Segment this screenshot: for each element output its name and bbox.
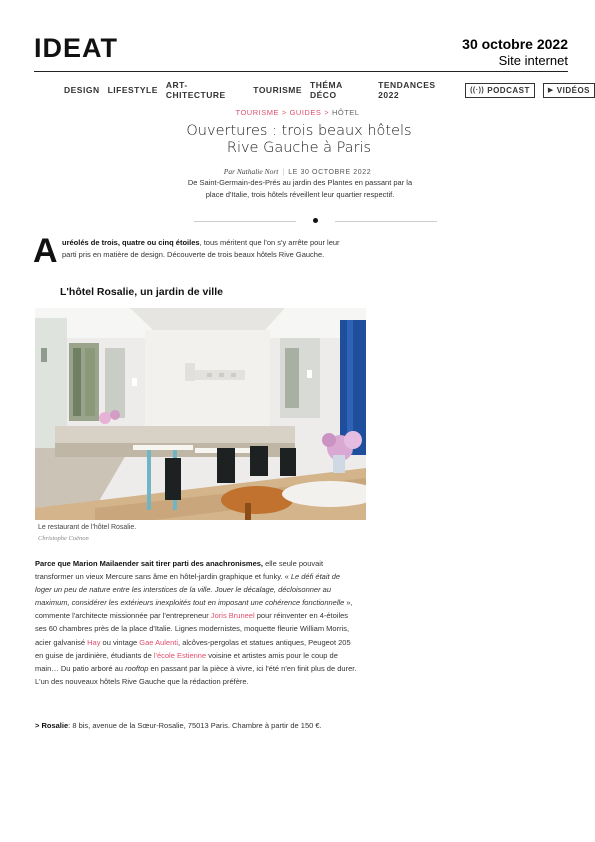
- hotel-name: > Rosalie: [35, 721, 69, 730]
- article-author[interactable]: Par Nathalie Nort: [223, 167, 279, 176]
- header-rule: [34, 71, 568, 72]
- nav-item-tendances[interactable]: TENDANCES 2022: [378, 80, 436, 100]
- body-text: elle seule pouvait transformer un vieux Mercure sans âme en hôtel-jardin graphique et funky. «: [35, 559, 324, 582]
- article-lead: De Saint-Germain-des-Prés au jardin des Plantes en passant par la place d'Italie, trois hôtels réveillent leur quartier respectif.: [187, 178, 413, 199]
- nav-item-design[interactable]: DESIGN: [64, 85, 100, 95]
- nav-item-lifestyle[interactable]: LIFESTYLE: [107, 85, 158, 95]
- body-text: pour réinventer en 4-étoiles ses 60 chambres près de la place d'Italie. Lignes modernistes, moquette fleurie William Morris, acier galvanisé: [35, 611, 350, 647]
- section-title: L'hôtel Rosalie, un jardin de ville: [60, 286, 223, 298]
- divider-line: [194, 221, 296, 222]
- nav-item-thema-deco[interactable]: THÉMA DÉCO: [310, 80, 343, 100]
- article-date: LE 30 OCTOBRE 2022: [288, 169, 372, 176]
- link-hay[interactable]: Hay: [87, 637, 101, 647]
- breadcrumb-tourisme[interactable]: TOURISME: [235, 108, 279, 117]
- drop-cap: A: [33, 232, 58, 270]
- videos-label: VIDÉOS: [556, 85, 590, 95]
- breadcrumb-separator: >: [324, 110, 329, 117]
- article-title: Ouvertures : trois beaux hôtels Rive Gauche à Paris: [186, 123, 412, 156]
- body-rooftop: rooftop: [125, 663, 149, 673]
- body-text: », commente l'architecte missionnée par l'entrepreneur: [35, 598, 353, 621]
- clipping-source: Site internet: [498, 53, 568, 68]
- photo-caption: Le restaurant de l'hôtel Rosalie.: [38, 524, 137, 531]
- nav-item-art-chitecture[interactable]: ART-CHITECTURE: [165, 80, 226, 100]
- body-text: ou vintage: [100, 637, 140, 647]
- breadcrumb-guides[interactable]: GUIDES: [289, 108, 322, 117]
- body-text: voisine et artistes amis pour le coup de main… Du patio arboré au: [35, 650, 338, 673]
- byline-divider: |: [282, 169, 285, 176]
- site-logo[interactable]: IDEAT: [34, 33, 118, 63]
- hotel-restaurant-photo: [35, 308, 366, 520]
- podcast-button[interactable]: [465, 83, 535, 98]
- main-nav: [64, 80, 595, 100]
- breadcrumb-separator: >: [281, 110, 287, 117]
- link-gae-aulenti[interactable]: Gae Aulenti: [139, 637, 179, 647]
- body-quote: Le défi était de loger un peu de nature entre les interstices de la ville. Jouer le décalage, décloisonner au maximum, considérer les extérieurs inexploités tout en imposant une cohérence fonctionnelle: [35, 572, 345, 608]
- intro-text: , tous méritent que l'on s'y arrête pour leur parti pris en matière de design. Découverte de trois beaux hôtels Rive Gauche.: [62, 238, 340, 259]
- clipping-date: 30 octobre 2022: [462, 36, 568, 52]
- intro-strong: uréolés de trois, quatre ou cinq étoiles: [62, 238, 200, 247]
- breadcrumb: [0, 108, 595, 117]
- address-text: : 8 bis, avenue de la Sœur-Rosalie, 75013 Paris. Chambre à partir de 150 €.: [68, 721, 322, 730]
- videos-button[interactable]: [543, 83, 595, 98]
- link-joris-bruneel[interactable]: Joris Bruneel: [210, 611, 255, 621]
- body-text: , alcôves-pergolas et statues antiques, Peugeot 205 en guise de jardinière, étudiants de: [35, 637, 351, 660]
- podcast-icon: ((·)): [470, 86, 485, 94]
- article-body: [35, 557, 357, 688]
- nav-item-tourisme[interactable]: TOURISME: [253, 85, 302, 95]
- divider-dot: [313, 218, 318, 223]
- play-icon: ▶: [547, 87, 554, 94]
- hotel-address: [35, 721, 365, 730]
- article-intro: [62, 237, 354, 261]
- body-text: en passant par la pièce à vivre, ici l'été n'en finit plus de durer. L'un des nouveaux hôtels Rive Gauche que la rédaction préfère.: [35, 663, 357, 686]
- byline: [0, 167, 595, 176]
- podcast-label: PODCAST: [487, 85, 530, 95]
- photo-credit: Christophe Coënon: [38, 535, 89, 542]
- body-lead-strong: Parce que Marion Mailaender sait tirer parti des anachronismes,: [35, 559, 263, 568]
- link-ecole-estienne[interactable]: l'école Estienne: [153, 650, 207, 660]
- breadcrumb-current: HÔTEL: [331, 108, 360, 117]
- divider-line: [335, 221, 437, 222]
